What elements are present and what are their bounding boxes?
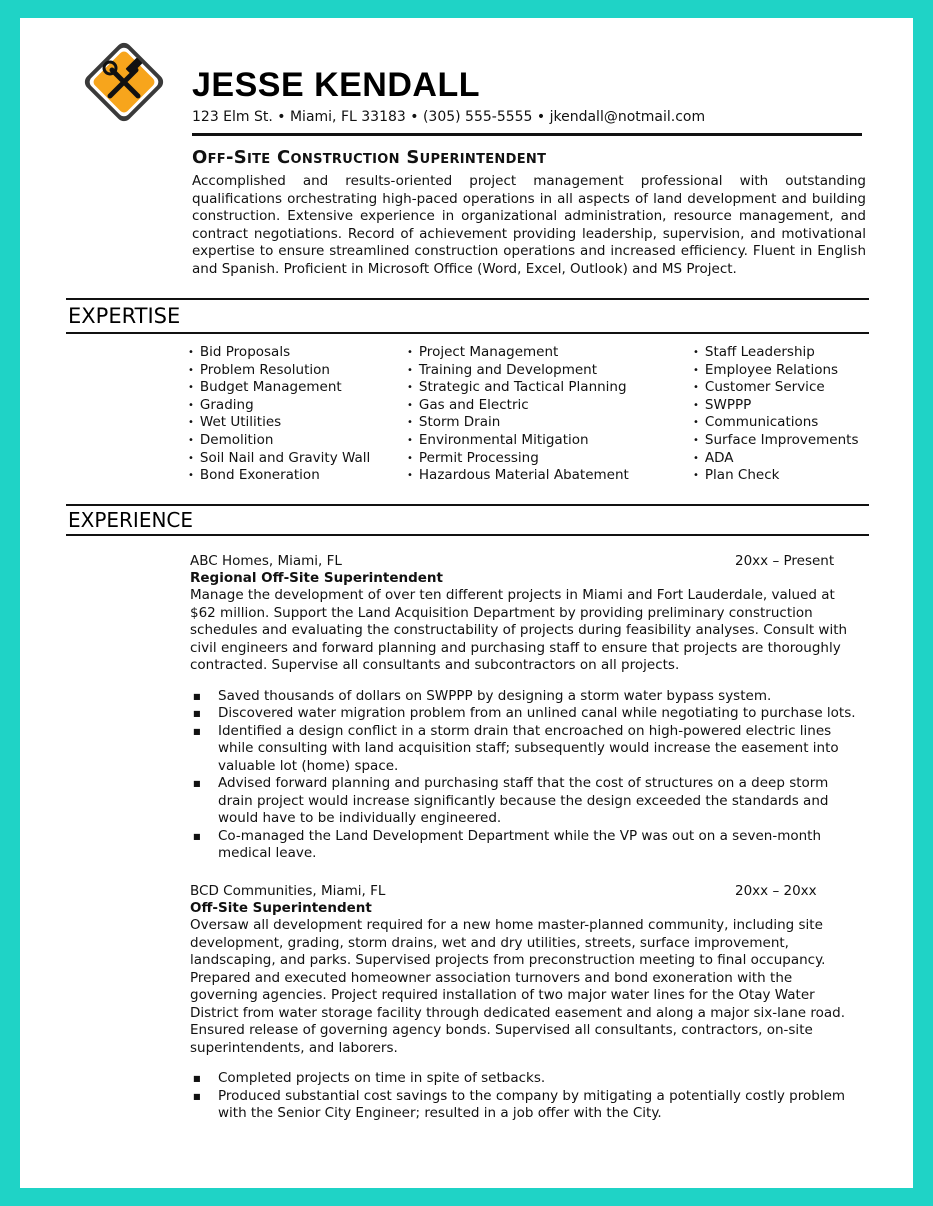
list-item: • Wet Utilities [188,414,370,432]
list-item: • Staff Leadership [693,344,858,362]
list-item: • Grading [188,397,370,415]
list-item: • Customer Service [693,379,858,397]
achievement-list [190,1070,870,1123]
company-name: BCD Communities, Miami, FL [190,883,386,899]
list-item: • Communications [693,414,858,432]
list-item: ■ Saved thousands of dollars on SWPPP by designing a storm water bypass system. [190,688,856,706]
job-description: Oversaw all development required for a new home master-planned community, including site development, grading, storm drains, wet and dry utilities, streets, surface improvement, landscaping, and parks. Supervised projects from preconstruction meeting to final occupancy. Prepared and executed homeowner association turnovers and bond exoneration with the governing agencies. Project required installation of two major water lines for the Otay Water District from water storage facility through dedicated easement and along a major six-lane road. Ensured release of governing agency bonds. Supervised all consultants, contractors, on-site superintendents, and laborers. [190,917,845,1056]
expertise-column-3 [693,344,858,485]
hammer-wrench-sign-icon [74,32,174,132]
list-item: • Budget Management [188,379,370,397]
list-item: • Demolition [188,432,370,450]
list-item: • Permit Processing [407,450,629,468]
job-role: Off-Site Superintendent [190,900,372,916]
list-item: • Gas and Electric [407,397,629,415]
list-item: • Problem Resolution [188,362,370,380]
company-name: ABC Homes, Miami, FL [190,553,342,569]
list-item: • Environmental Mitigation [407,432,629,450]
expertise-column-1 [188,344,370,485]
list-item: • Strategic and Tactical Planning [407,379,629,397]
header-divider [192,133,862,136]
job-description: Manage the development of over ten different projects in Miami and Fort Lauderdale, valued at $62 million. Support the Land Acquisition Department by providing preliminary construction schedules and evaluating the constructability of projects during feasibility analyses. Consult with civil engineers and forward planning and purchasing staff to ensure that projects are thoroughly contracted. Supervise all consultants and subcontractors on all projects. [190,587,848,673]
job-role: Regional Off-Site Superintendent [190,570,443,586]
list-item: • Storm Drain [407,414,629,432]
section-divider [66,332,869,334]
experience-heading: EXPERIENCE [68,508,194,532]
list-item: • ADA [693,450,858,468]
section-divider [66,534,869,536]
list-item: ■ Co-managed the Land Development Department while the VP was out on a seven-month medical leave. [190,828,856,863]
list-item: • Plan Check [693,467,858,485]
job-dates: 20xx – 20xx [735,883,817,899]
contact-line: 123 Elm St. • Miami, FL 33183 • (305) 555-5555 • jkendall@notmail.com [192,109,706,125]
list-item: • Surface Improvements [693,432,858,450]
list-item: • Employee Relations [693,362,858,380]
job-entry-1 [190,553,870,863]
list-item: ■ Identified a design conflict in a storm drain that encroached on high-powered electric lines while consulting with land acquisition staff; subsequently would increase the easement into valuable lot (home) space. [190,723,856,776]
list-item: • SWPPP [693,397,858,415]
list-item: • Bond Exoneration [188,467,370,485]
list-item: • Soil Nail and Gravity Wall [188,450,370,468]
list-item: • Bid Proposals [188,344,370,362]
list-item: • Project Management [407,344,629,362]
list-item: ■ Discovered water migration problem from an unlined canal while negotiating to purchase lots. [190,705,856,723]
job-dates: 20xx – Present [735,553,835,569]
candidate-name: JESSE KENDALL [192,66,480,104]
job-entry-2 [190,883,870,1123]
section-divider [66,298,869,300]
resume-page [20,18,913,1188]
expertise-heading: EXPERTISE [68,304,181,328]
list-item: ■ Completed projects on time in spite of setbacks. [190,1070,856,1088]
list-item: ■ Produced substantial cost savings to the company by mitigating a potentially costly problem with the Senior City Engineer; resulted in a job offer with the City. [190,1088,856,1123]
list-item: • Hazardous Material Abatement [407,467,629,485]
section-divider [66,504,869,506]
list-item: • Training and Development [407,362,629,380]
expertise-column-2 [407,344,629,485]
list-item: ■ Advised forward planning and purchasing staff that the cost of structures on a deep storm drain project would increase significantly because the design exceeded the standards and would have to be individually engineered. [190,775,856,828]
summary-paragraph: Accomplished and results-oriented project management professional with outstanding qualifications orchestrating high-paced operations in all aspects of land development and building construction. Extensive experience in organizational administration, resource management, and contract negotiations. Record of achievement providing leadership, supervision, and motivational expertise to ensure streamlined construction operations and increased efficiency. Fluent in English and Spanish. Proficient in Microsoft Office (Word, Excel, Outlook) and MS Project. [192,173,866,277]
job-title: Off-Site Construction Superintendent [192,147,547,168]
achievement-list [190,688,870,863]
